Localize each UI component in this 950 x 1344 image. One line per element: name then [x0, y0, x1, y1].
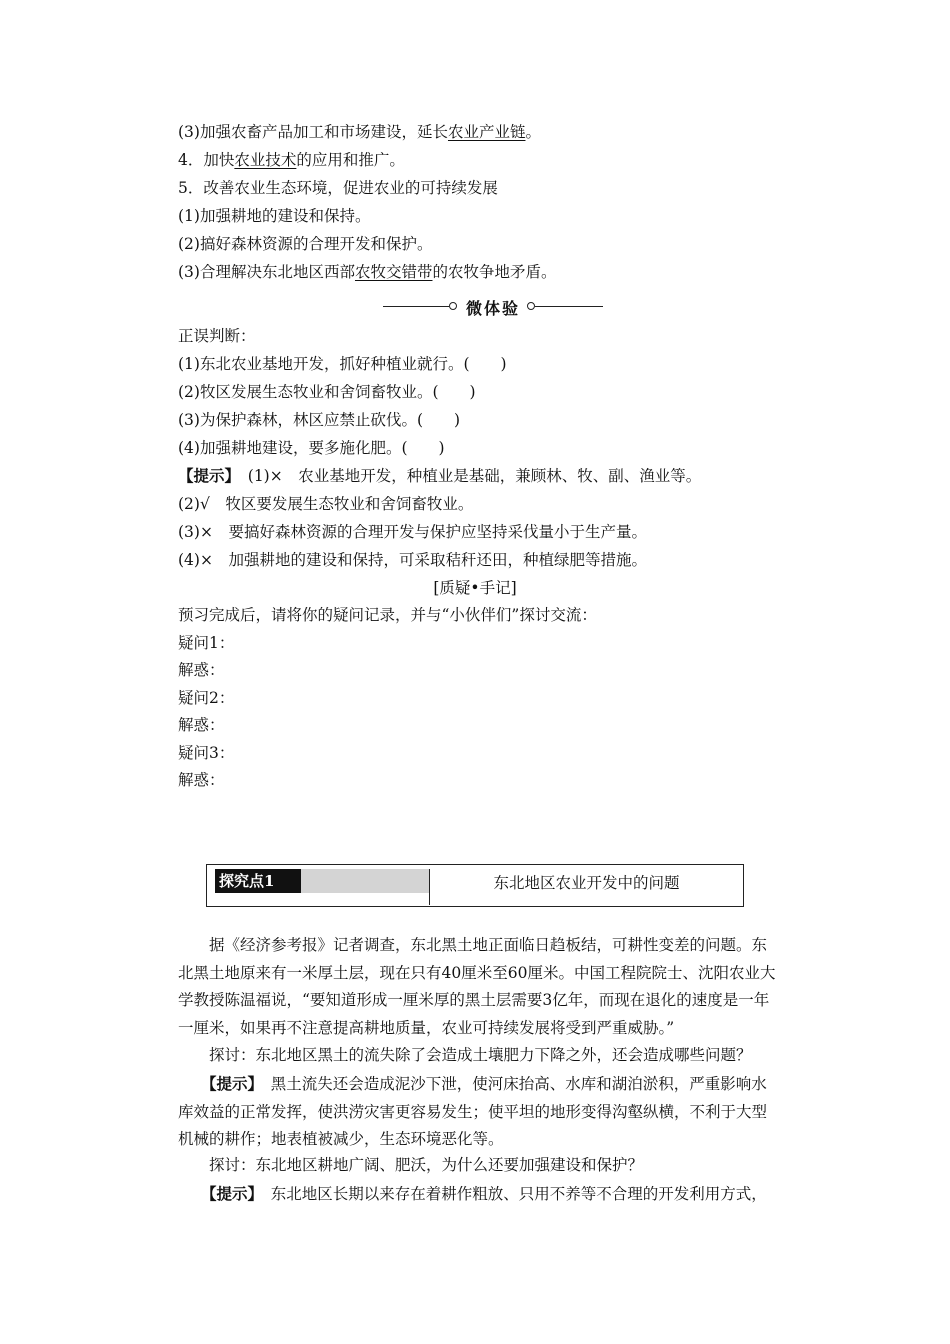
notes-line: 解惑：: [178, 661, 225, 679]
list-item: (2)搞好森林资源的合理开发和保护。: [178, 235, 433, 253]
list-item: 4．加快农业技术的应用和推广。: [178, 151, 405, 169]
answer: 【提示】 东北地区长期以来存在着耕作粗放、只用不养等不合理的开发利用方式，: [201, 1184, 767, 1203]
list-item: (1)加强耕地的建设和保持。: [178, 207, 371, 225]
section-divider: [383, 296, 603, 316]
notes-line: 疑问3：: [178, 744, 235, 762]
quiz-answer: (2)√ 牧区要发展生态牧业和舍饲畜牧业。: [178, 495, 474, 513]
quiz-item: (4)加强耕地建设，要多施化肥。( ): [178, 439, 445, 457]
quiz-item: (2)牧区发展生态牧业和舍饲畜牧业。( ): [178, 383, 476, 401]
section-title: 微体验: [465, 299, 520, 318]
question: 探讨：东北地区耕地广阔、肥沃，为什么还要加强建设和保护？: [209, 1156, 644, 1174]
explore-tag: 探究点1: [215, 869, 301, 893]
quiz-answer: 【提示】 (1)× 农业基地开发，种植业是基础，兼顾林、牧、副、渔业等。: [178, 466, 702, 485]
list-item: (3)加强农畜产品加工和市场建设，延长农业产业链。: [178, 123, 541, 141]
notes-intro: 预习完成后，请将你的疑问记录，并与“小伙伴们”探讨交流：: [178, 606, 597, 624]
list-item: (3)合理解决东北地区西部农牧交错带的农牧争地矛盾。: [178, 263, 557, 281]
notes-line: 解惑：: [178, 716, 225, 734]
question: 探讨：东北地区黑土的流失除了会造成土壤肥力下降之外，还会造成哪些问题？: [209, 1046, 752, 1064]
quiz-item: (1)东北农业基地开发，抓好种植业就行。( ): [178, 355, 507, 373]
explore-header: [206, 864, 744, 907]
notes-line: 解惑：: [178, 771, 225, 789]
quiz-answer: (4)× 加强耕地的建设和保持，可采取秸秆还田，种植绿肥等措施。: [178, 551, 647, 569]
notes-heading: [质疑•手记]: [433, 579, 517, 597]
explore-topic: 东北地区农业开发中的问题: [493, 874, 680, 892]
quiz-heading: 正误判断：: [178, 327, 256, 345]
answer: 【提示】 黑土流失还会造成泥沙下泄，使河床抬高、水库和湖泊淤积，严重影响水库效益的正常发挥，使洪涝灾害更容易发生；使平坦的地形变得沟壑纵横，不利于大型机械的耕作；地表植被减少，生态环境恶化等。: [178, 1074, 768, 1148]
explore-tag-fill: [301, 869, 429, 893]
quiz-answer: (3)× 要搞好森林资源的合理开发与保护应坚持采伐量小于生产量。: [178, 523, 647, 541]
list-item: 5．改善农业生态环境，促进农业的可持续发展: [178, 179, 498, 197]
hint-label: 【提示】: [201, 1184, 256, 1203]
quiz-item: (3)为保护森林，林区应禁止砍伐。( ): [178, 411, 461, 429]
hint-label: 【提示】: [201, 1074, 256, 1093]
paragraph: 据《经济参考报》记者调查，东北黑土地正面临日趋板结，可耕性变差的问题。东北黑土地原来有一米厚土层，现在只有40厘米至60厘米。中国工程院院士、沈阳农业大学教授陈温福说，“要知道形成一厘米厚的黑土层需要3亿年，而现在退化的速度是一年一厘米，如果再不注意提高耕地质量，农业可持续发展将受到严重威胁。”: [178, 936, 776, 1037]
notes-line: 疑问1：: [178, 634, 235, 652]
notes-line: 疑问2：: [178, 689, 235, 707]
hint-label: 【提示】: [178, 466, 233, 485]
